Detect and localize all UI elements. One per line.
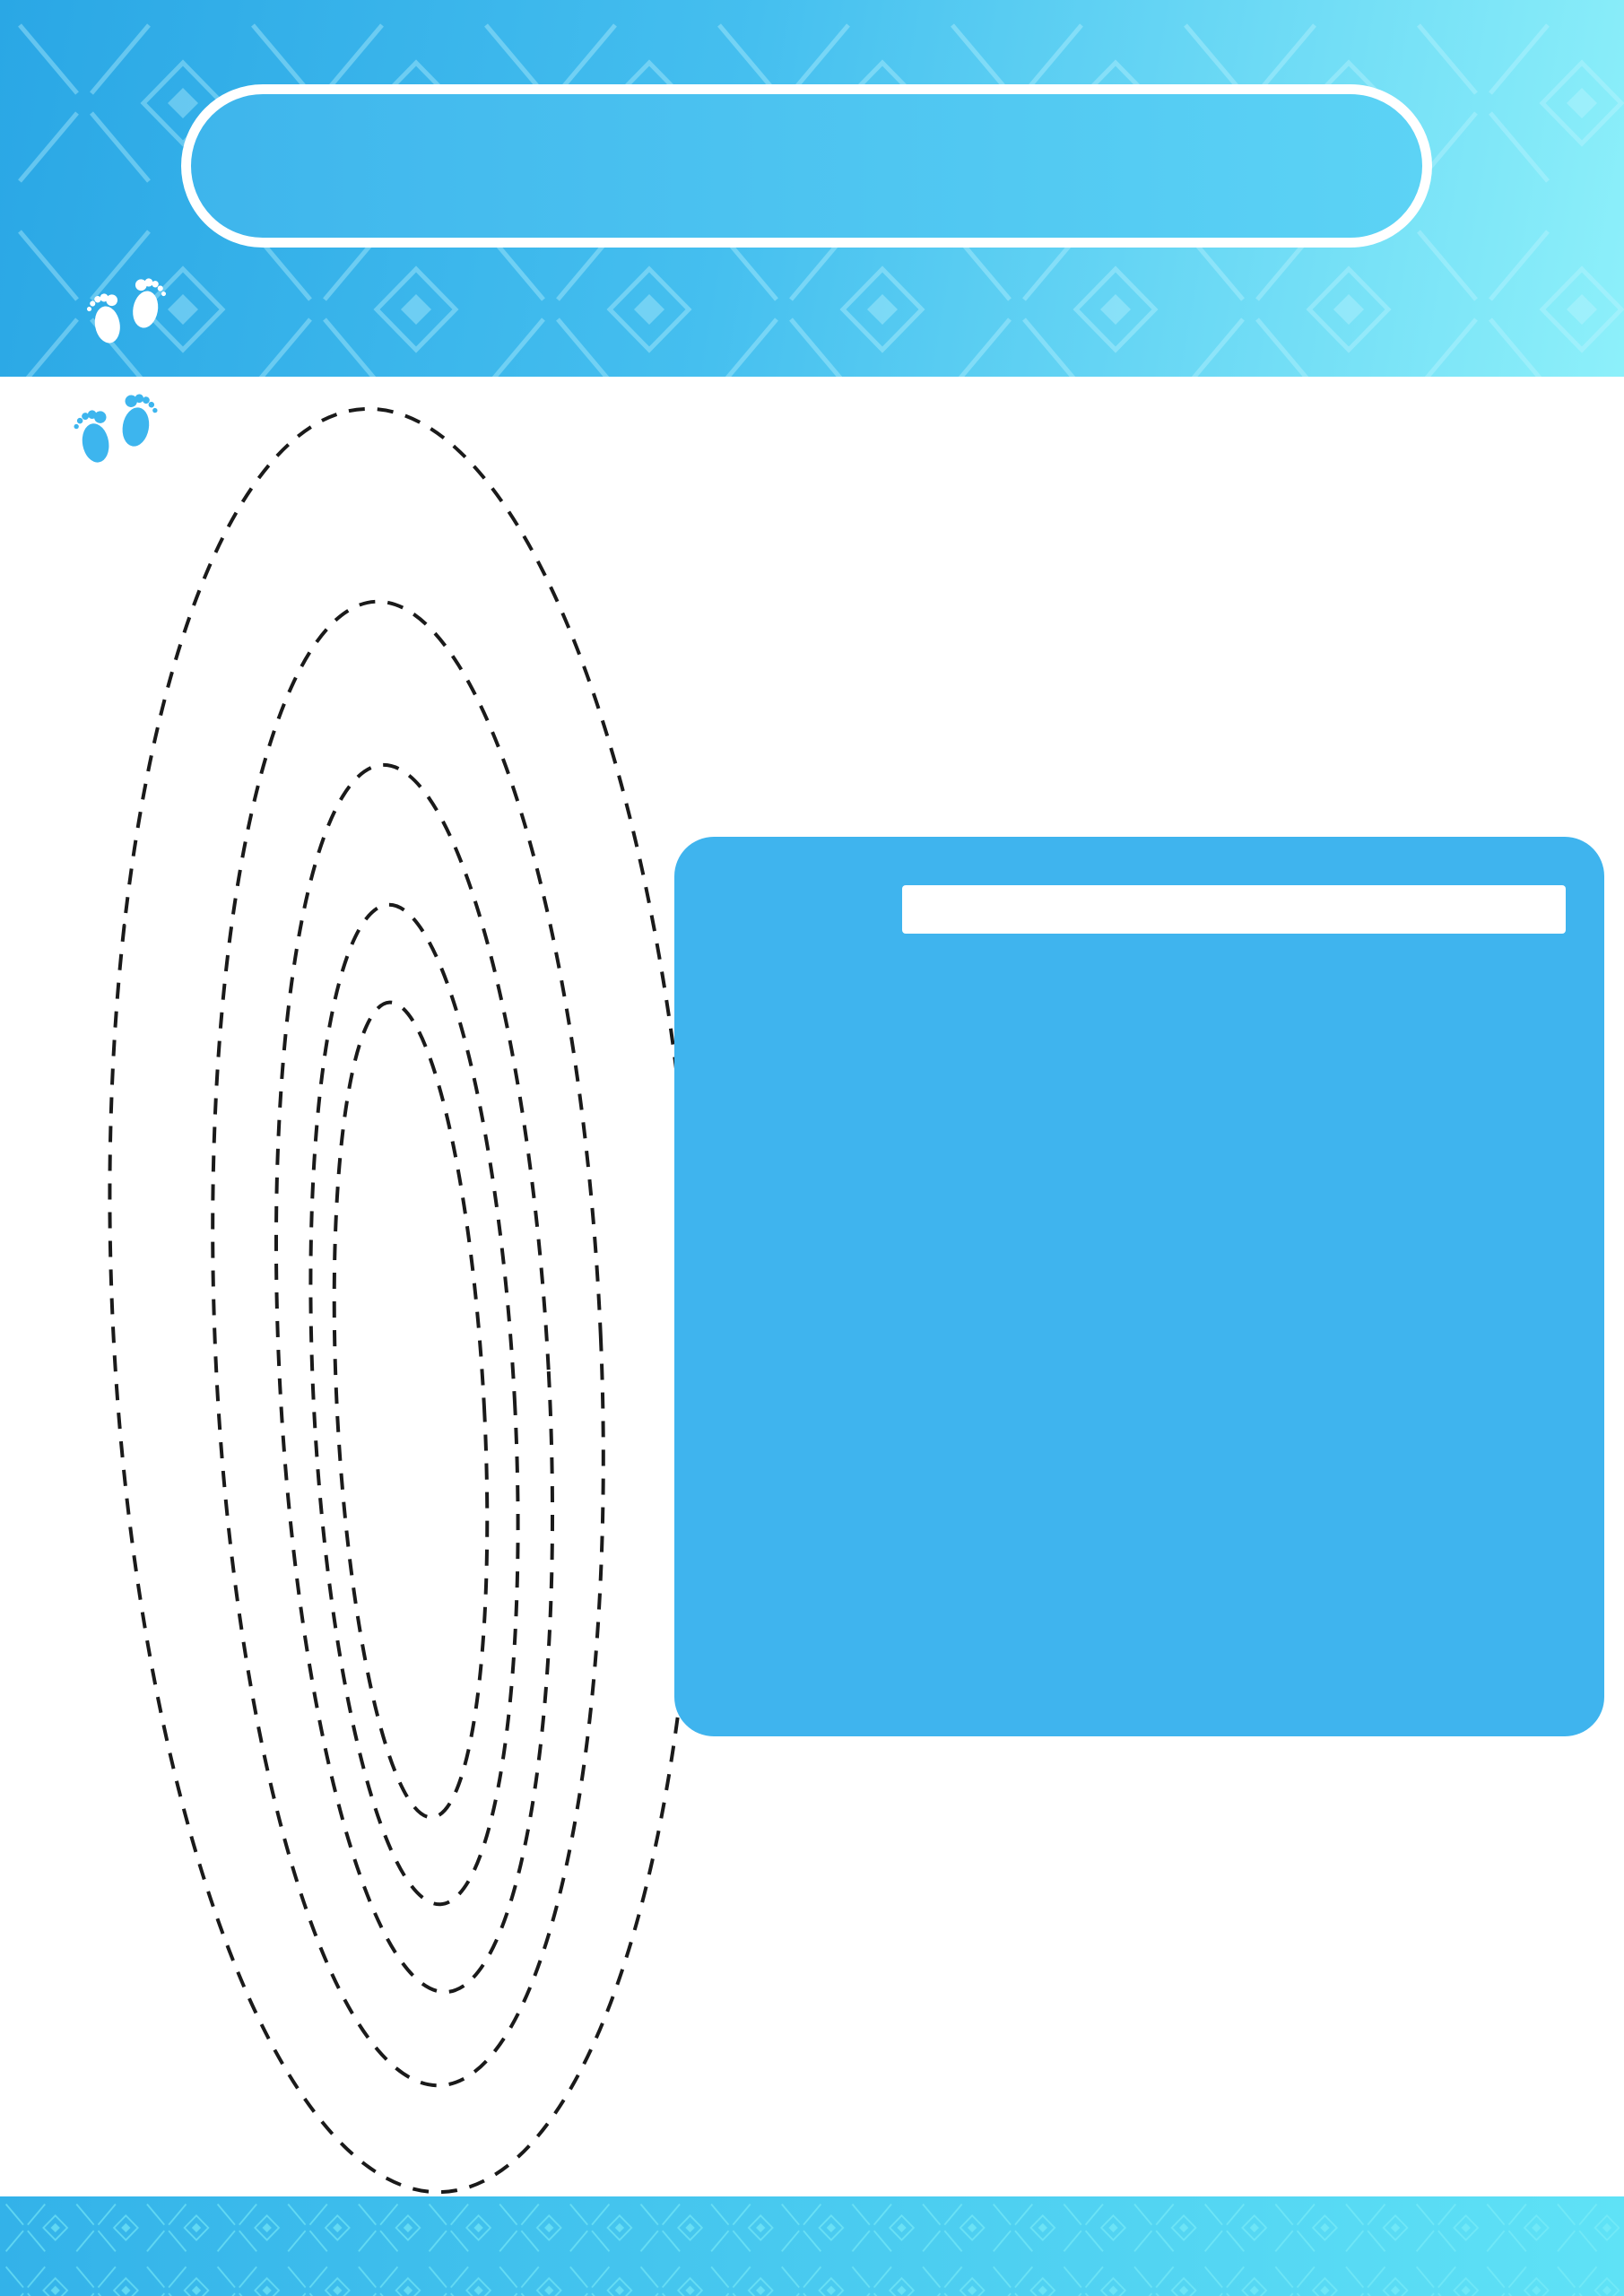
age-group-column [731, 837, 899, 1736]
header [0, 0, 1624, 377]
foot-outline-5125 [288, 900, 541, 1909]
title-pill [181, 84, 1432, 248]
sizing-panel [674, 837, 1604, 1736]
foot-outline-4125 [316, 998, 505, 1821]
foot-outline-6125 [248, 758, 580, 1999]
foot-outline-75 [183, 593, 633, 2093]
foot-outline-9125 [74, 396, 734, 2205]
feet-icon [79, 262, 174, 357]
size-grid [902, 885, 1566, 934]
feet-icon [63, 377, 169, 477]
footer-strip [0, 2196, 1624, 2296]
footer-pattern [0, 2196, 1624, 2296]
